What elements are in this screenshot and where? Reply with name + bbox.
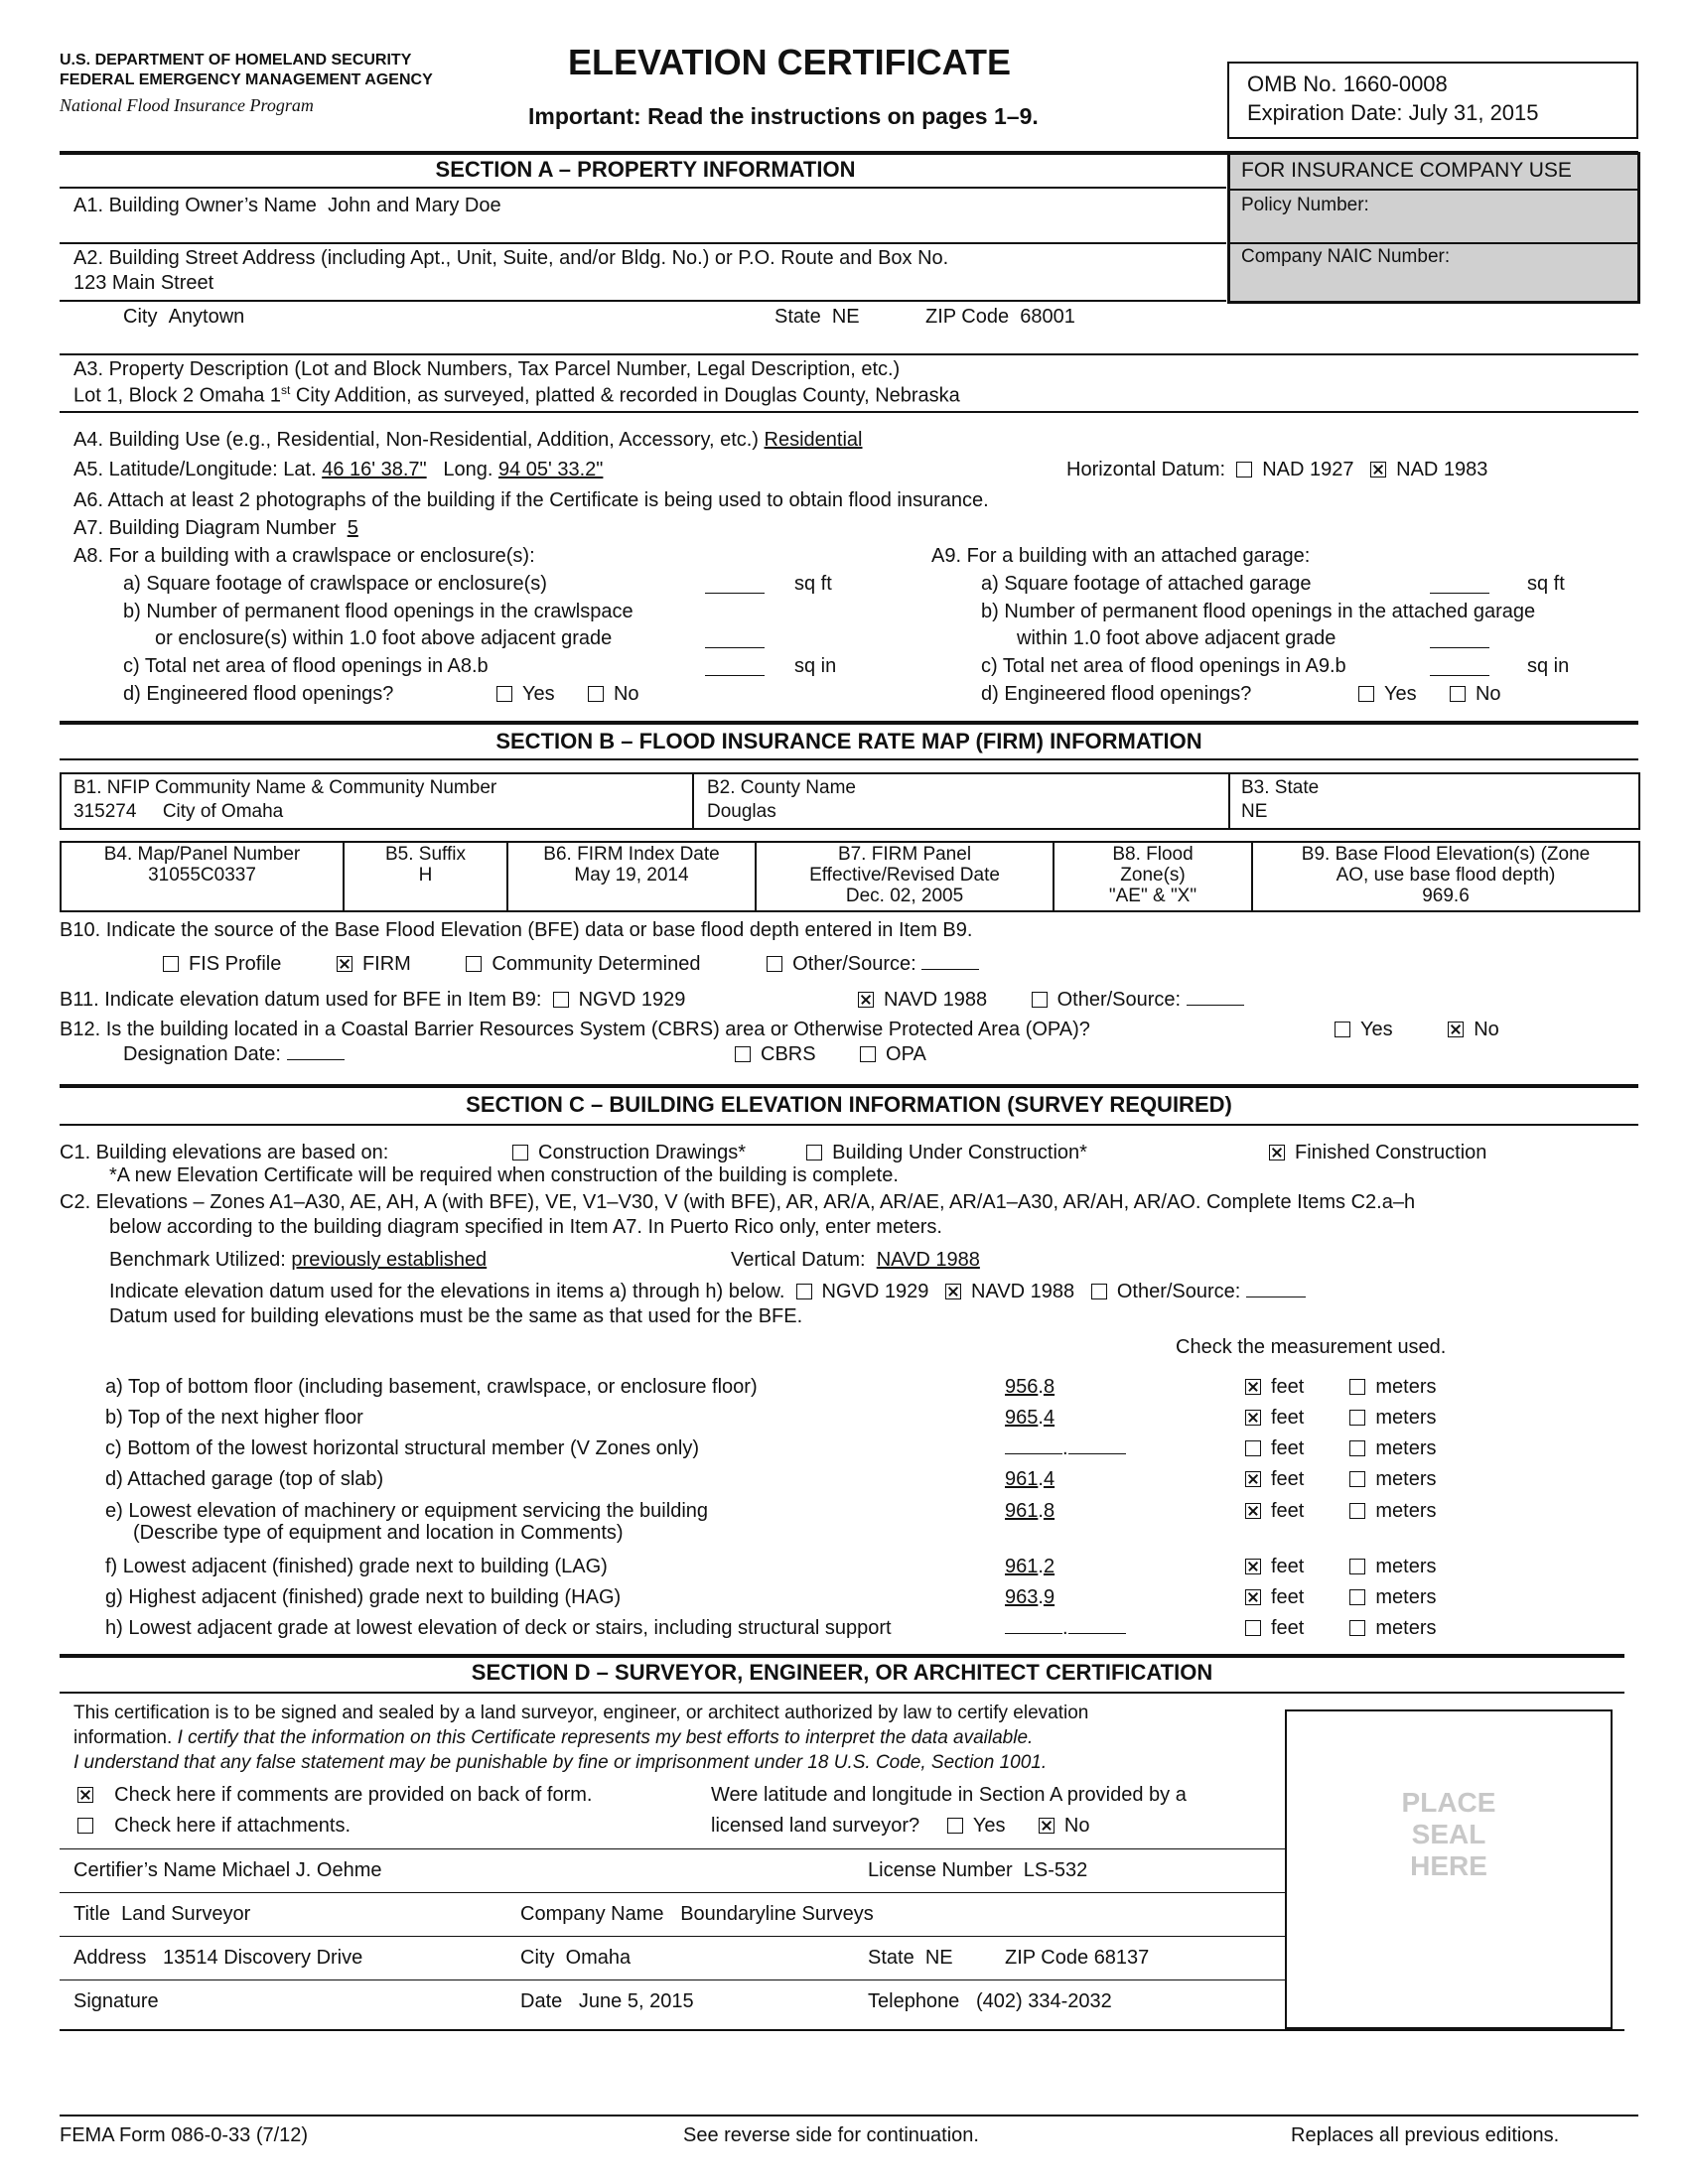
meters-checkbox[interactable] bbox=[1349, 1503, 1365, 1519]
title-row: Title Land Surveyor bbox=[73, 1903, 251, 1925]
a8b-line2: or enclosure(s) within 1.0 foot above adjacent grade bbox=[155, 627, 613, 649]
title-value: Land Surveyor bbox=[121, 1903, 251, 1925]
c2-line2: below according to the building diagram specified in Item A7. In Puerto Rico only, enter meters. bbox=[109, 1216, 942, 1238]
a7-row: A7. Building Diagram Number 5 bbox=[73, 517, 358, 539]
under-construction-checkbox[interactable] bbox=[806, 1145, 822, 1160]
c2-item-label: c) Bottom of the lowest horizontal structural member (V Zones only) bbox=[105, 1437, 700, 1459]
c2-item-label: d) Attached garage (top of slab) bbox=[105, 1468, 384, 1490]
a2-label: A2. Building Street Address (including Apt., Unit, Suite, and/or Bldg. No.) or P.O. Route and Box No. bbox=[73, 247, 949, 269]
b11-row: B11. Indicate elevation datum used for BFE in Item B9: NGVD 1929 bbox=[60, 989, 686, 1011]
finished-construction: Finished Construction bbox=[1269, 1142, 1486, 1164]
a9b-line1: b) Number of permanent flood openings in the attached garage bbox=[981, 601, 1536, 622]
agency-line-1: U.S. DEPARTMENT OF HOMELAND SECURITY bbox=[60, 52, 412, 68]
d-zip-value: 68137 bbox=[1093, 1947, 1150, 1969]
feet-checkbox[interactable] bbox=[1245, 1440, 1261, 1456]
a1-value: John and Mary Doe bbox=[328, 195, 501, 216]
c2-item-units: feet meters bbox=[1245, 1407, 1436, 1430]
construction-drawings-checkbox[interactable] bbox=[512, 1145, 528, 1160]
a9d-yes-checkbox[interactable] bbox=[1358, 686, 1374, 702]
benchmark-value: previously established bbox=[291, 1249, 488, 1271]
a9a-unit: sq ft bbox=[1527, 573, 1565, 595]
c2-item-elevation[interactable]: 961.4 bbox=[1005, 1468, 1055, 1490]
policy-number-label: Policy Number: bbox=[1241, 195, 1369, 215]
a8c-unit: sq in bbox=[794, 655, 837, 677]
a9a: a) Square footage of attached garage bbox=[981, 573, 1312, 595]
c2-item-units: feet meters bbox=[1245, 1500, 1436, 1523]
firm-checkbox[interactable] bbox=[337, 956, 352, 972]
a9b-line2: within 1.0 foot above adjacent grade bbox=[1017, 627, 1336, 649]
a8a-unit: sq ft bbox=[794, 573, 832, 595]
state-row bbox=[774, 306, 860, 329]
city-value: Anytown bbox=[168, 306, 245, 328]
b2-label: B2. County Name bbox=[707, 777, 856, 798]
insurance-use-label: FOR INSURANCE COMPANY USE bbox=[1241, 159, 1572, 182]
c2-item-label: b) Top of the next higher floor bbox=[105, 1407, 363, 1429]
feet-checkbox[interactable] bbox=[1245, 1410, 1261, 1426]
latlong-question-1: Were latitude and longitude in Section A provided by a bbox=[711, 1784, 1187, 1806]
naic-label: Company NAIC Number: bbox=[1241, 246, 1451, 267]
important-note: Important: Read the instructions on pages 1–9. bbox=[528, 103, 1039, 129]
finished-construction-checkbox[interactable] bbox=[1269, 1145, 1285, 1160]
a8d-yes-checkbox[interactable] bbox=[496, 686, 512, 702]
agency-line-2: FEDERAL EMERGENCY MANAGEMENT AGENCY bbox=[60, 71, 433, 88]
a8b-line1: b) Number of permanent flood openings in the crawlspace bbox=[123, 601, 633, 622]
vertical-datum-value: NAVD 1988 bbox=[876, 1249, 980, 1271]
c2-item-label: f) Lowest adjacent (finished) grade next to building (LAG) bbox=[105, 1556, 608, 1577]
b1-label: B1. NFIP Community Name & Community Number bbox=[73, 777, 497, 798]
b12-no-checkbox[interactable] bbox=[1448, 1022, 1464, 1037]
nad1927-checkbox[interactable] bbox=[1236, 462, 1252, 478]
c2-item-elevation[interactable]: 965.4 bbox=[1005, 1407, 1055, 1429]
b1-value: 315274 City of Omaha bbox=[73, 801, 284, 822]
a5-lat: 46 16' 38.7" bbox=[322, 459, 427, 480]
horizontal-datum: Horizontal Datum: NAD 1927 NAD 1983 bbox=[1066, 459, 1488, 480]
opa-checkbox[interactable] bbox=[860, 1046, 876, 1062]
b11-ngvd-checkbox[interactable] bbox=[553, 992, 569, 1008]
latlong-yes-checkbox[interactable] bbox=[947, 1818, 963, 1834]
a8a-field[interactable] bbox=[705, 577, 765, 594]
b11-other-checkbox[interactable] bbox=[1032, 992, 1048, 1008]
d-city-row: City Omaha bbox=[520, 1947, 632, 1969]
a5-row: A5. Latitude/Longitude: Lat. 46 16' 38.7" Long. 94 05' 33.2" bbox=[73, 459, 604, 480]
meters-checkbox[interactable] bbox=[1349, 1620, 1365, 1636]
b10-text: B10. Indicate the source of the Base Flood Elevation (BFE) data or base flood depth entered in Item B9. bbox=[60, 919, 973, 941]
a7-value: 5 bbox=[347, 517, 358, 539]
address-value: 13514 Discovery Drive bbox=[163, 1947, 363, 1969]
feet-checkbox[interactable] bbox=[1245, 1503, 1261, 1519]
indicate-datum-row: Indicate elevation datum used for the elevations in items a) through h) below. NGVD 1929 NAVD 1988 Other/Source: bbox=[109, 1281, 1306, 1303]
zip-value: 68001 bbox=[1020, 306, 1075, 328]
b6-cell: B6. FIRM Index Date May 19, 2014 bbox=[543, 844, 720, 886]
company-value: Boundaryline Surveys bbox=[680, 1903, 874, 1925]
c2-item-units: feet meters bbox=[1245, 1376, 1436, 1399]
d-zip-row: ZIP Code 68137 bbox=[1005, 1947, 1150, 1969]
a2-value: 123 Main Street bbox=[73, 272, 214, 294]
b11-other-field[interactable] bbox=[1187, 989, 1244, 1006]
b4-cell: B4. Map/Panel Number 31055C0337 bbox=[103, 844, 301, 886]
b8-cell: B8. Flood Zone(s) "AE" & "X" bbox=[1108, 844, 1197, 906]
c2-navd-checkbox[interactable] bbox=[945, 1284, 961, 1299]
c2-item-elevation[interactable]: . bbox=[1005, 1617, 1126, 1640]
c2-ngvd-checkbox[interactable] bbox=[796, 1284, 812, 1299]
footer-form-number: FEMA Form 086-0-33 (7/12) bbox=[60, 2124, 309, 2146]
other-source-field[interactable] bbox=[921, 953, 979, 970]
c2-other-field[interactable] bbox=[1246, 1281, 1306, 1297]
a8d-options: Yes No bbox=[496, 683, 639, 706]
cbrs-checkbox[interactable] bbox=[735, 1046, 751, 1062]
c2-item-elevation[interactable]: . bbox=[1005, 1437, 1126, 1460]
telephone-row: Telephone (402) 334-2032 bbox=[868, 1990, 1112, 2012]
b2-value: Douglas bbox=[707, 801, 776, 822]
meters-checkbox[interactable] bbox=[1349, 1471, 1365, 1487]
zip-label: ZIP Code bbox=[925, 306, 1010, 328]
c1-note: *A new Elevation Certificate will be required when construction of the building is complete. bbox=[109, 1164, 899, 1186]
b3-label: B3. State bbox=[1241, 777, 1320, 798]
a8c: c) Total net area of flood openings in A8.b bbox=[123, 655, 489, 677]
b5-cell: B5. Suffix H bbox=[385, 844, 466, 886]
vertical-datum-row: Vertical Datum: NAVD 1988 bbox=[731, 1249, 980, 1271]
omb-number: OMB No. 1660-0008 bbox=[1247, 71, 1448, 96]
section-c-heading: SECTION C – BUILDING ELEVATION INFORMATION (SURVEY REQUIRED) bbox=[466, 1092, 1232, 1117]
section-d-heading: SECTION D – SURVEYOR, ENGINEER, OR ARCHITECT CERTIFICATION bbox=[471, 1660, 1213, 1685]
cert-para-3: I understand that any false statement may be punishable by fine or imprisonment under 18 U.S. Code, Section 1001. bbox=[73, 1752, 1048, 1773]
program-name: National Flood Insurance Program bbox=[60, 95, 314, 115]
date-row: Date June 5, 2015 bbox=[520, 1990, 694, 2012]
a3-label: A3. Property Description (Lot and Block Numbers, Tax Parcel Number, Legal Description, etc.) bbox=[73, 358, 901, 380]
cert-para-1: This certification is to be signed and sealed by a land surveyor, engineer, or architect authorized by law to certify elevation bbox=[73, 1703, 1089, 1723]
b12-options: Yes No bbox=[1335, 1019, 1499, 1041]
a8-heading: A8. For a building with a crawlspace or enclosure(s): bbox=[73, 545, 535, 567]
b3-value: NE bbox=[1241, 801, 1268, 822]
certifier-name: Michael J. Oehme bbox=[221, 1859, 382, 1881]
expiration-date: Expiration Date: July 31, 2015 bbox=[1247, 100, 1539, 125]
c2-item-elevation[interactable]: 961.2 bbox=[1005, 1556, 1055, 1577]
city-label: City bbox=[123, 306, 158, 328]
section-a-heading: SECTION A – PROPERTY INFORMATION bbox=[435, 157, 856, 182]
latlong-no-checkbox[interactable] bbox=[1039, 1818, 1055, 1834]
c2-item-elevation[interactable]: 963.9 bbox=[1005, 1586, 1055, 1608]
meters-checkbox[interactable] bbox=[1349, 1379, 1365, 1395]
b7-cell: B7. FIRM Panel Effective/Revised Date Dec. 02, 2005 bbox=[809, 844, 1000, 906]
c2-line1: C2. Elevations – Zones A1–A30, AE, AH, A (with BFE), VE, V1–V30, V (with BFE), AR, AR/A, AR/AE, AR/A1–A30, AR/AH, AR/AO. Complete Items C2.a–h bbox=[60, 1191, 1416, 1213]
city-row bbox=[123, 306, 244, 329]
c2-item-units: feet meters bbox=[1245, 1586, 1436, 1609]
a9c-unit: sq in bbox=[1527, 655, 1570, 677]
company-row: Company Name Boundaryline Surveys bbox=[520, 1903, 874, 1925]
c2-item-sublabel: (Describe type of equipment and location in Comments) bbox=[133, 1522, 624, 1544]
b11-navd-checkbox[interactable] bbox=[858, 992, 874, 1008]
b12-text: B12. Is the building located in a Coastal Barrier Resources System (CBRS) area or Otherwise Protected Area (OPA)? bbox=[60, 1019, 1090, 1040]
meters-checkbox[interactable] bbox=[1349, 1589, 1365, 1605]
comments-checkbox[interactable] bbox=[77, 1787, 93, 1803]
a9-heading: A9. For a building with an attached garage: bbox=[931, 545, 1311, 567]
meters-checkbox[interactable] bbox=[1349, 1440, 1365, 1456]
b10-options: FIS Profile FIRM Community Determined Other/Source: bbox=[163, 953, 979, 976]
meters-checkbox[interactable] bbox=[1349, 1559, 1365, 1574]
b9-cell: B9. Base Flood Elevation(s) (Zone AO, use base flood depth) 969.6 bbox=[1301, 844, 1591, 906]
latlong-question-2: licensed land surveyor? Yes No bbox=[711, 1815, 1090, 1837]
a4-value: Residential bbox=[764, 429, 863, 451]
other-source-checkbox[interactable] bbox=[767, 956, 782, 972]
footer-replaces: Replaces all previous editions. bbox=[1291, 2124, 1560, 2146]
nad1983-checkbox[interactable] bbox=[1370, 462, 1386, 478]
c1-options: Construction Drawings* Building Under Construction* bbox=[512, 1142, 1087, 1164]
cert-para-2: information. I certify that the information on this Certificate represents my best efforts to interpret the data available. bbox=[73, 1727, 1034, 1748]
feet-checkbox[interactable] bbox=[1245, 1589, 1261, 1605]
zip-row bbox=[925, 306, 1075, 329]
c2-item-label: e) Lowest elevation of machinery or equipment servicing the building bbox=[105, 1500, 709, 1522]
cbrs-opa-options: CBRS OPA bbox=[735, 1043, 926, 1066]
designation-date-field[interactable] bbox=[287, 1043, 345, 1060]
a8d-no-checkbox[interactable] bbox=[588, 686, 604, 702]
d-state-row: State NE bbox=[868, 1947, 953, 1969]
certifier-row: Certifier’s Name Michael J. Oehme bbox=[73, 1859, 382, 1881]
a9d-no-checkbox[interactable] bbox=[1450, 686, 1466, 702]
a9d: d) Engineered flood openings? bbox=[981, 683, 1252, 705]
address-row: Address 13514 Discovery Drive bbox=[73, 1947, 363, 1969]
feet-checkbox[interactable] bbox=[1245, 1471, 1261, 1487]
attachments-checkbox[interactable] bbox=[77, 1818, 93, 1834]
state-value: NE bbox=[831, 306, 860, 328]
c2-item-elevation[interactable]: 956.8 bbox=[1005, 1376, 1055, 1398]
c2-item-units: feet meters bbox=[1245, 1437, 1436, 1460]
same-as-bfe: Datum used for building elevations must be the same as that used for the BFE. bbox=[109, 1305, 803, 1327]
date-value: June 5, 2015 bbox=[578, 1990, 694, 2012]
a8d: d) Engineered flood openings? bbox=[123, 683, 394, 705]
a9c: c) Total net area of flood openings in A9.b bbox=[981, 655, 1346, 677]
a1-label: A1. Building Owner’s Name bbox=[73, 195, 317, 216]
feet-checkbox[interactable] bbox=[1245, 1559, 1261, 1574]
a8c-field[interactable] bbox=[705, 659, 765, 676]
c2-item-label: h) Lowest adjacent grade at lowest elevation of deck or stairs, including structural support bbox=[105, 1617, 892, 1639]
meters-checkbox[interactable] bbox=[1349, 1410, 1365, 1426]
fis-profile-checkbox[interactable] bbox=[163, 956, 179, 972]
page-title: ELEVATION CERTIFICATE bbox=[568, 42, 1011, 82]
b11-options: NAVD 1988 Other/Source: bbox=[858, 989, 1244, 1012]
a9d-options: Yes No bbox=[1358, 683, 1501, 706]
d-state-value: NE bbox=[924, 1947, 953, 1969]
a8a: a) Square footage of crawlspace or enclosure(s) bbox=[123, 573, 547, 595]
a9c-field[interactable] bbox=[1430, 659, 1489, 676]
feet-checkbox[interactable] bbox=[1245, 1620, 1261, 1636]
a6-text: A6. Attach at least 2 photographs of the building if the Certificate is being used to obtain flood insurance. bbox=[73, 489, 989, 511]
d-city-value: Omaha bbox=[565, 1947, 632, 1969]
signature-label: Signature bbox=[73, 1990, 159, 2012]
a9b-field[interactable] bbox=[1430, 631, 1489, 648]
feet-checkbox[interactable] bbox=[1245, 1379, 1261, 1395]
seal-placeholder: PLACE SEAL HERE bbox=[1401, 1787, 1496, 1881]
section-b-heading: SECTION B – FLOOD INSURANCE RATE MAP (FIRM) INFORMATION bbox=[495, 729, 1202, 753]
c2-item-elevation[interactable]: 961.8 bbox=[1005, 1500, 1055, 1522]
a4-row bbox=[73, 429, 863, 452]
attachments-row: Check here if attachments. bbox=[77, 1815, 351, 1838]
c2-item-units: feet meters bbox=[1245, 1468, 1436, 1491]
c2-item-units: feet meters bbox=[1245, 1617, 1436, 1640]
b12-yes-checkbox[interactable] bbox=[1335, 1022, 1350, 1037]
c2-other-checkbox[interactable] bbox=[1091, 1284, 1107, 1299]
telephone-value: (402) 334-2032 bbox=[975, 1990, 1112, 2012]
a5-long: 94 05' 33.2" bbox=[497, 459, 604, 480]
a3-value: Lot 1, Block 2 Omaha 1st City Addition, as surveyed, platted & recorded in Douglas County, Nebraska bbox=[73, 383, 960, 407]
designation-date: Designation Date: bbox=[123, 1043, 345, 1066]
a1-row bbox=[73, 195, 501, 217]
license-number: LS-532 bbox=[1023, 1859, 1088, 1881]
state-label: State bbox=[774, 306, 821, 328]
check-measurement: Check the measurement used. bbox=[1176, 1336, 1447, 1358]
community-determined-checkbox[interactable] bbox=[466, 956, 482, 972]
a4-label: A4. Building Use (e.g., Residential, Non-Residential, Addition, Accessory, etc.) bbox=[73, 429, 759, 451]
a8b-field[interactable] bbox=[705, 631, 765, 648]
comments-row: Check here if comments are provided on back of form. bbox=[77, 1784, 592, 1807]
c2-item-units: feet meters bbox=[1245, 1556, 1436, 1578]
license-row: License Number LS-532 bbox=[868, 1859, 1088, 1881]
c1-text: C1. Building elevations are based on: bbox=[60, 1142, 389, 1163]
benchmark-row: Benchmark Utilized: previously established bbox=[109, 1249, 488, 1271]
footer-continuation: See reverse side for continuation. bbox=[683, 2124, 979, 2146]
a9a-field[interactable] bbox=[1430, 577, 1489, 594]
c2-item-label: g) Highest adjacent (finished) grade next to building (HAG) bbox=[105, 1586, 622, 1608]
c2-item-label: a) Top of bottom floor (including basement, crawlspace, or enclosure floor) bbox=[105, 1376, 758, 1398]
